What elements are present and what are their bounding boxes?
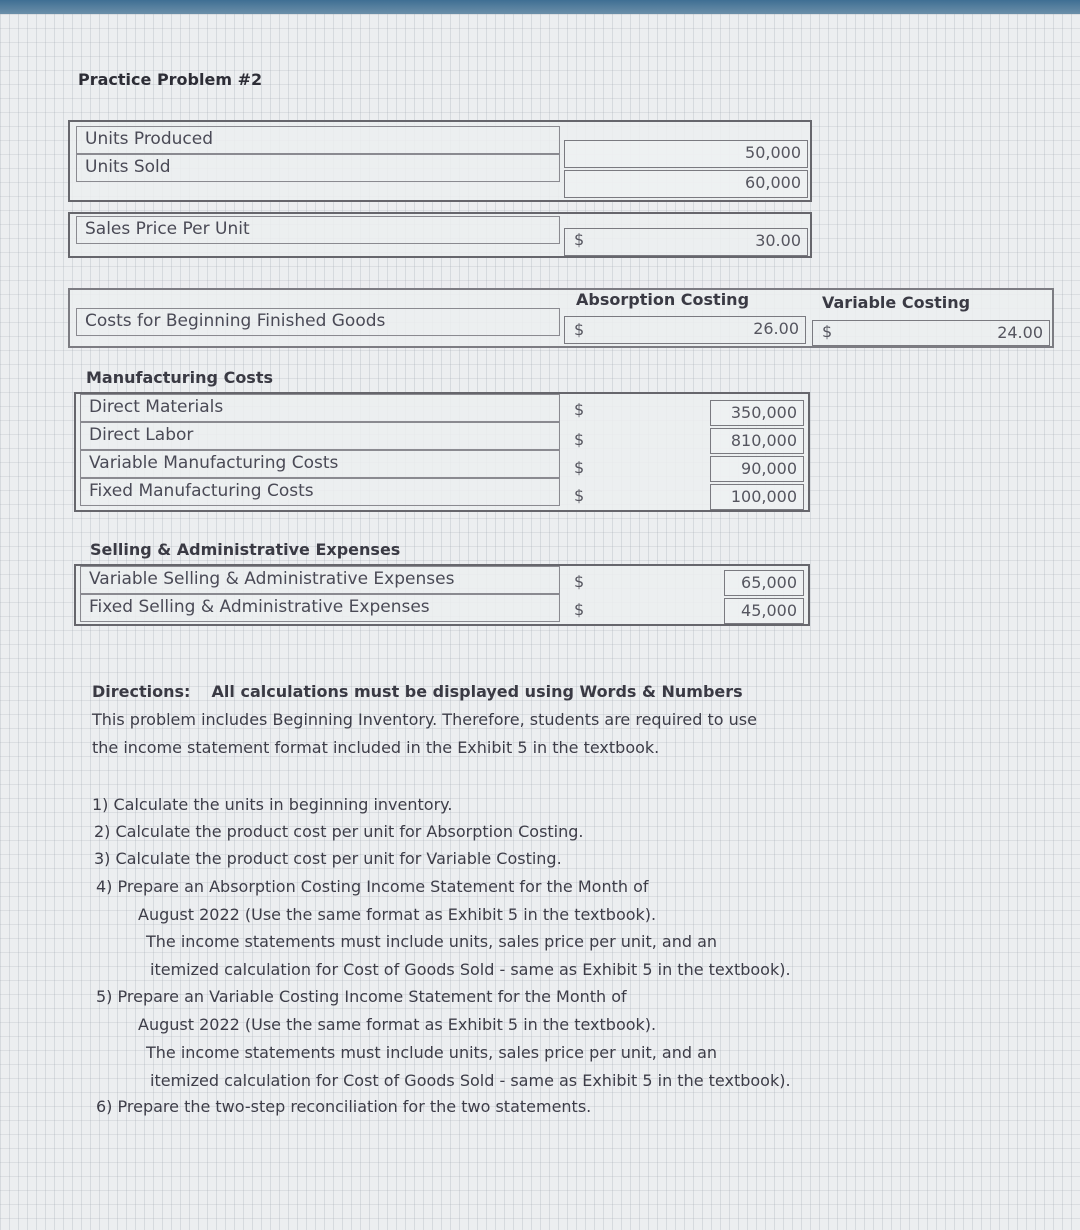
task-4-line-4: itemized calculation for Cost of Goods Sold - same as Exhibit 5 in the textbook). <box>150 960 791 979</box>
task-3: 3) Calculate the product cost per unit for Variable Costing. <box>94 849 562 868</box>
fixed-manufacturing-value[interactable]: 100,000 <box>710 484 804 510</box>
page-title: Practice Problem #2 <box>78 70 263 89</box>
variable-currency: $ <box>822 322 833 341</box>
variable-selling-admin-label: Variable Selling & Administrative Expenses <box>80 566 560 594</box>
task-1: 1) Calculate the units in beginning inventory. <box>92 795 453 814</box>
directions-label: Directions: <box>92 682 191 701</box>
task-5-line-4: itemized calculation for Cost of Goods Sold - same as Exhibit 5 in the textbook). <box>150 1071 791 1090</box>
fixed-manufacturing-currency: $ <box>574 486 585 505</box>
beginning-finished-goods-label: Costs for Beginning Finished Goods <box>76 308 560 336</box>
task-5: 5) Prepare an Variable Costing Income Statement for the Month of <box>96 987 627 1006</box>
absorption-currency: $ <box>574 320 585 339</box>
units-sold-value[interactable]: 60,000 <box>564 170 808 198</box>
variable-cost-value[interactable]: 24.00 <box>812 320 1050 346</box>
direct-materials-currency: $ <box>574 400 585 419</box>
task-4-line-2: August 2022 (Use the same format as Exhibit 5 in the textbook). <box>138 905 657 924</box>
absorption-costing-header: Absorption Costing <box>576 290 750 309</box>
fixed-selling-admin-value[interactable]: 45,000 <box>724 598 804 624</box>
fixed-selling-admin-currency: $ <box>574 600 585 619</box>
directions-line-1: This problem includes Beginning Inventory. Therefore, students are required to use <box>92 710 757 729</box>
units-produced-value[interactable]: 50,000 <box>564 140 808 168</box>
window-top-bar <box>0 0 1080 14</box>
task-6: 6) Prepare the two-step reconciliation for the two statements. <box>96 1097 592 1116</box>
variable-manufacturing-value[interactable]: 90,000 <box>710 456 804 482</box>
direct-materials-label: Direct Materials <box>80 394 560 422</box>
direct-labor-currency: $ <box>574 430 585 449</box>
task-2: 2) Calculate the product cost per unit for Absorption Costing. <box>94 822 584 841</box>
variable-costing-header: Variable Costing <box>822 293 971 312</box>
task-4-line-3: The income statements must include units, sales price per unit, and an <box>146 932 718 951</box>
directions-emphasis: All calculations must be displayed using Words & Numbers <box>211 682 743 701</box>
directions-heading <box>92 682 743 701</box>
units-sold-label: Units Sold <box>76 154 560 182</box>
variable-manufacturing-costs-label: Variable Manufacturing Costs <box>80 450 560 478</box>
variable-manufacturing-currency: $ <box>574 458 585 477</box>
fixed-manufacturing-costs-label: Fixed Manufacturing Costs <box>80 478 560 506</box>
manufacturing-costs-heading: Manufacturing Costs <box>86 368 273 387</box>
selling-admin-heading: Selling & Administrative Expenses <box>90 540 401 559</box>
units-produced-label: Units Produced <box>76 126 560 154</box>
sales-price-currency: $ <box>574 230 585 249</box>
sales-price-label: Sales Price Per Unit <box>76 216 560 244</box>
absorption-cost-value[interactable]: 26.00 <box>564 316 806 344</box>
worksheet <box>0 14 1080 1230</box>
direct-labor-label: Direct Labor <box>80 422 560 450</box>
variable-selling-admin-currency: $ <box>574 572 585 591</box>
sales-price-value[interactable]: 30.00 <box>564 228 808 256</box>
direct-materials-value[interactable]: 350,000 <box>710 400 804 426</box>
task-5-line-3: The income statements must include units, sales price per unit, and an <box>146 1043 718 1062</box>
task-5-line-2: August 2022 (Use the same format as Exhibit 5 in the textbook). <box>138 1015 657 1034</box>
task-4: 4) Prepare an Absorption Costing Income Statement for the Month of <box>96 877 649 896</box>
direct-labor-value[interactable]: 810,000 <box>710 428 804 454</box>
directions-line-2: the income statement format included in the Exhibit 5 in the textbook. <box>92 738 660 757</box>
fixed-selling-admin-label: Fixed Selling & Administrative Expenses <box>80 594 560 622</box>
variable-selling-admin-value[interactable]: 65,000 <box>724 570 804 596</box>
